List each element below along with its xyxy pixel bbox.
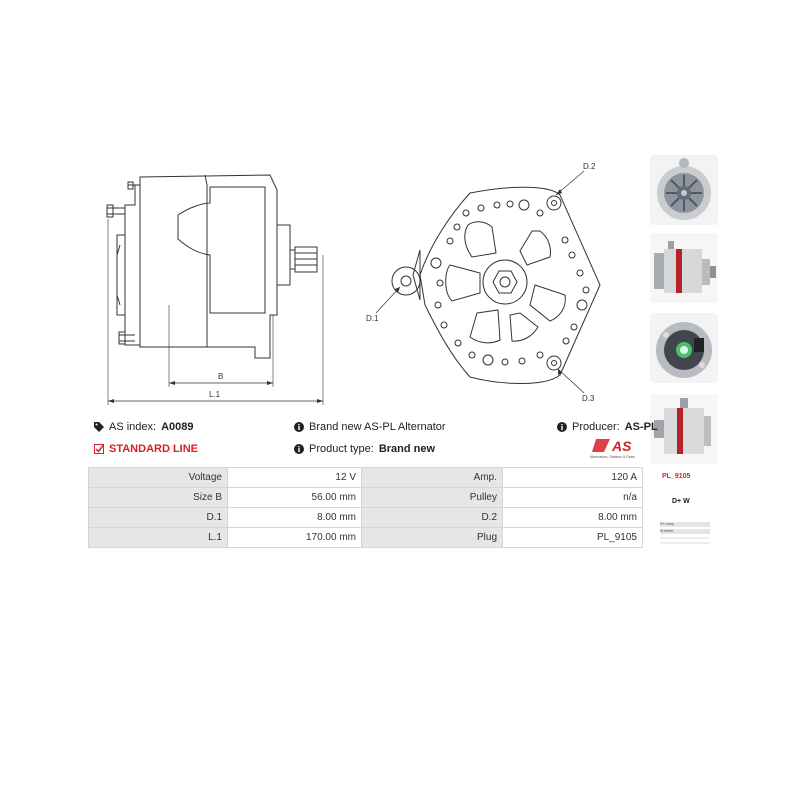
- product-photo-rear[interactable]: [650, 313, 718, 383]
- plug-title: PL_9105: [662, 473, 691, 480]
- plug-legend-row: W Meter: [660, 529, 710, 534]
- table-row: [89, 468, 643, 488]
- product-type-label: Product type:: [309, 443, 374, 455]
- as-pl-logo: [590, 436, 642, 460]
- spec-value: 170.00 mm: [228, 528, 362, 548]
- spec-label: Size B: [89, 488, 228, 508]
- product-photo-front[interactable]: [650, 155, 718, 225]
- logo-text: AS: [612, 438, 632, 454]
- specs-table: [88, 467, 643, 548]
- spec-label: Pulley: [362, 488, 503, 508]
- dimension-l1-label: L.1: [209, 390, 221, 399]
- spec-value: 56.00 mm: [228, 488, 362, 508]
- plug-terminals: D+ W: [672, 498, 690, 505]
- dimension-d2-label: D.2: [583, 162, 596, 171]
- logo-tagline: Alternators, Starters & Parts: [590, 455, 635, 459]
- spec-label: Amp.: [362, 468, 503, 488]
- spec-label: L.1: [89, 528, 228, 548]
- plug-legend-row: D+ Lamp: [660, 522, 710, 527]
- producer-value: AS-PL: [624, 421, 658, 433]
- standard-line-label: STANDARD LINE: [109, 443, 199, 455]
- producer-info: [557, 421, 658, 433]
- spec-label: D.2: [362, 508, 503, 528]
- info-icon: [294, 422, 304, 432]
- dimension-b-label: B: [218, 372, 224, 381]
- front-view-drawing: [360, 155, 605, 405]
- info-icon: [557, 422, 567, 432]
- table-row: [89, 528, 643, 548]
- spec-value: PL_9105: [503, 528, 643, 548]
- as-index-info: [94, 421, 194, 433]
- spec-label: Plug: [362, 528, 503, 548]
- spec-label: D.1: [89, 508, 228, 528]
- info-icon: [294, 444, 304, 454]
- dimension-d1-label: D.1: [366, 314, 379, 323]
- product-photo-angle[interactable]: [650, 394, 718, 464]
- table-row: [89, 508, 643, 528]
- product-type-info: [294, 443, 435, 455]
- checkbox-icon: [94, 444, 104, 454]
- plug-legend-divider: [660, 542, 710, 544]
- product-type-value: Brand new: [378, 443, 436, 455]
- spec-value: 12 V: [228, 468, 362, 488]
- table-row: [89, 488, 643, 508]
- dimension-d3-label: D.3: [582, 394, 595, 403]
- spec-value: 8.00 mm: [228, 508, 362, 528]
- description-info: [294, 421, 446, 433]
- plug-legend-divider: [660, 537, 710, 539]
- line-info: [94, 443, 198, 455]
- spec-value: n/a: [503, 488, 643, 508]
- description-text: Brand new AS-PL Alternator: [309, 421, 446, 433]
- producer-label: Producer:: [572, 421, 620, 433]
- spec-label: Voltage: [89, 468, 228, 488]
- side-view-drawing: [95, 165, 335, 410]
- tag-icon: [94, 422, 104, 432]
- as-index-label: AS index:: [109, 421, 157, 433]
- spec-value: 8.00 mm: [503, 508, 643, 528]
- product-photo-side[interactable]: [650, 233, 718, 303]
- spec-value: 120 A: [503, 468, 643, 488]
- as-index-value: A0089: [161, 421, 194, 433]
